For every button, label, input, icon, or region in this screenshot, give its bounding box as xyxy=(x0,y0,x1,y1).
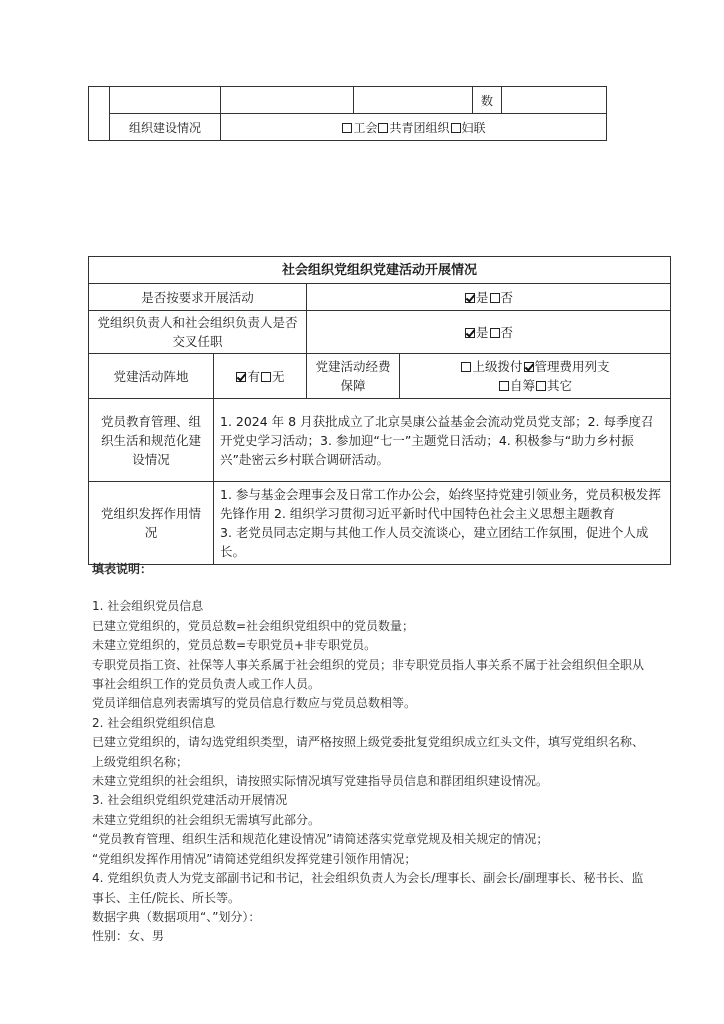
venue-options xyxy=(214,354,307,399)
funding-label: 党建活动经费保障 xyxy=(307,354,400,399)
youth-league-option-label: 共青团组织 xyxy=(389,120,450,135)
instruction-line: 数据字典（数据项用“、”划分）： xyxy=(92,909,261,924)
instruction-line: 性别：女、男 xyxy=(92,929,165,944)
cross-appointment-no-checkbox[interactable] xyxy=(490,328,500,338)
table-title: 社会组织党组织党建活动开展情况 xyxy=(89,257,671,284)
instruction-line: 未建立党组织的社会组织，请按照实际情况填写党建指导员信息和群团组织建设情况。 xyxy=(92,774,549,789)
cross-appointment-label: 党组织负责人和社会组织负责人是否交叉任职 xyxy=(89,311,307,354)
funding-superior-checkbox[interactable] xyxy=(461,362,471,372)
cross-appointment-options xyxy=(307,311,671,354)
funding-admin-fee-checkbox[interactable] xyxy=(524,362,534,372)
union-checkbox[interactable] xyxy=(342,123,352,133)
activity-required-no-checkbox[interactable] xyxy=(490,293,500,303)
instruction-line: 已建立党组织的，请勾选党组织类型，请严格按照上级党委批复党组织成立红头文件，填写党组织名称、上级党组织名称； xyxy=(92,735,645,769)
org-info-table-fragment xyxy=(88,86,607,141)
table-row xyxy=(89,354,671,399)
filling-instructions xyxy=(92,560,652,947)
funding-other-checkbox[interactable] xyxy=(536,381,546,391)
education-text[interactable]: 1. 2024 年 8 月获批成立了北京昊康公益基金会流动党员党支部；2. 每季度召开党史学习活动；3. 参加迎“七一”主题党日活动；4. 积极参与“助力乡村振兴”赴密云乡村联合调研活动。 xyxy=(214,399,671,482)
funding-options xyxy=(400,354,671,399)
table-row xyxy=(89,399,671,482)
cross-appointment-yes-checkbox[interactable] xyxy=(465,328,475,338)
table-row xyxy=(89,87,607,114)
venue-yes-label: 有 xyxy=(247,368,260,384)
instruction-line: 已建立党组织的，党员总数=社会组织党组织中的党员数量； xyxy=(92,618,415,633)
activity-required-options xyxy=(307,284,671,311)
funding-self-raised-checkbox[interactable] xyxy=(499,381,509,391)
table-row xyxy=(89,482,671,565)
table-cell-stub xyxy=(89,87,110,141)
table-cell[interactable] xyxy=(110,87,221,114)
venue-yes-checkbox[interactable] xyxy=(236,372,246,382)
role-line: 3. 老党员同志定期与其他工作人员交流谈心，建立团结工作氛围，促进个人成长。 xyxy=(220,525,649,559)
union-option-label: 工会 xyxy=(353,120,378,135)
activity-required-yes-checkbox[interactable] xyxy=(465,293,475,303)
venue-label: 党建活动阵地 xyxy=(89,354,214,399)
funding-self-raised-label: 自筹 xyxy=(509,378,535,393)
count-label: 数 xyxy=(473,87,502,114)
education-label: 党员教育管理、组织生活和规范化建设情况 xyxy=(89,399,214,482)
activity-required-label: 是否按要求开展活动 xyxy=(89,284,307,311)
role-text[interactable] xyxy=(214,482,671,565)
venue-no-label: 无 xyxy=(272,368,285,384)
no-label: 否 xyxy=(500,289,514,305)
role-label: 党组织发挥作用情况 xyxy=(89,482,214,565)
table-row xyxy=(89,311,671,354)
instruction-line: 专职党员指工资、社保等人事关系属于社会组织的党员；非专职党员指人事关系不属于社会组织但全职从事社会组织工作的党员负责人或工作人员。 xyxy=(92,657,645,692)
youth-league-checkbox[interactable] xyxy=(378,123,388,133)
venue-no-checkbox[interactable] xyxy=(261,372,271,382)
role-line: 1. 参与基金会理事会及日常工作办公会，始终坚持党建引领业务，党员积极发挥先锋作用 2. 组织学习贯彻习近平新时代中国特色社会主义思想主题教育 xyxy=(220,487,661,521)
instruction-line: 2. 社会组织党组织信息 xyxy=(92,715,216,730)
instruction-line: 4. 党组织负责人为党支部副书记和书记，社会组织负责人为会长/理事长、副会长/副理事长、秘书长、监事长、主任/院长、所长等。 xyxy=(92,871,644,905)
table-title-row xyxy=(89,257,671,284)
count-value-cell[interactable] xyxy=(502,87,607,114)
instruction-line: 1. 社会组织党员信息 xyxy=(92,599,204,614)
instruction-line: “党员教育管理、组织生活和规范化建设情况”请简述落实党章党规及相关规定的情况； xyxy=(92,832,549,847)
funding-other-label: 其它 xyxy=(547,378,573,393)
party-activities-table xyxy=(88,256,671,565)
instruction-line: 3. 社会组织党组织党建活动开展情况 xyxy=(92,793,288,808)
org-build-label: 组织建设情况 xyxy=(110,114,221,141)
womens-federation-checkbox[interactable] xyxy=(451,123,461,133)
yes-label: 是 xyxy=(475,289,489,305)
instructions-heading: 填表说明： xyxy=(92,562,153,576)
table-cell[interactable] xyxy=(221,87,354,114)
yes-label: 是 xyxy=(475,324,489,340)
instruction-line: 未建立党组织的社会组织无需填写此部分。 xyxy=(92,812,321,827)
table-row xyxy=(89,114,607,141)
instruction-line: 党员详细信息列表需填写的党员信息行数应与党员总数相等。 xyxy=(92,696,417,711)
instruction-line: “党组织发挥作用情况”请简述党组织发挥党建引领作用情况； xyxy=(92,851,417,866)
table-row xyxy=(89,284,671,311)
org-build-options xyxy=(221,114,607,141)
no-label: 否 xyxy=(500,324,514,340)
funding-admin-fee-label: 管理费用列支 xyxy=(534,359,610,374)
instruction-line: 未建立党组织的，党员总数=专职党员+非专职党员。 xyxy=(92,638,377,653)
womens-federation-option-label: 妇联 xyxy=(461,120,486,135)
funding-superior-label: 上级拨付 xyxy=(472,359,523,374)
table-cell[interactable] xyxy=(354,87,473,114)
